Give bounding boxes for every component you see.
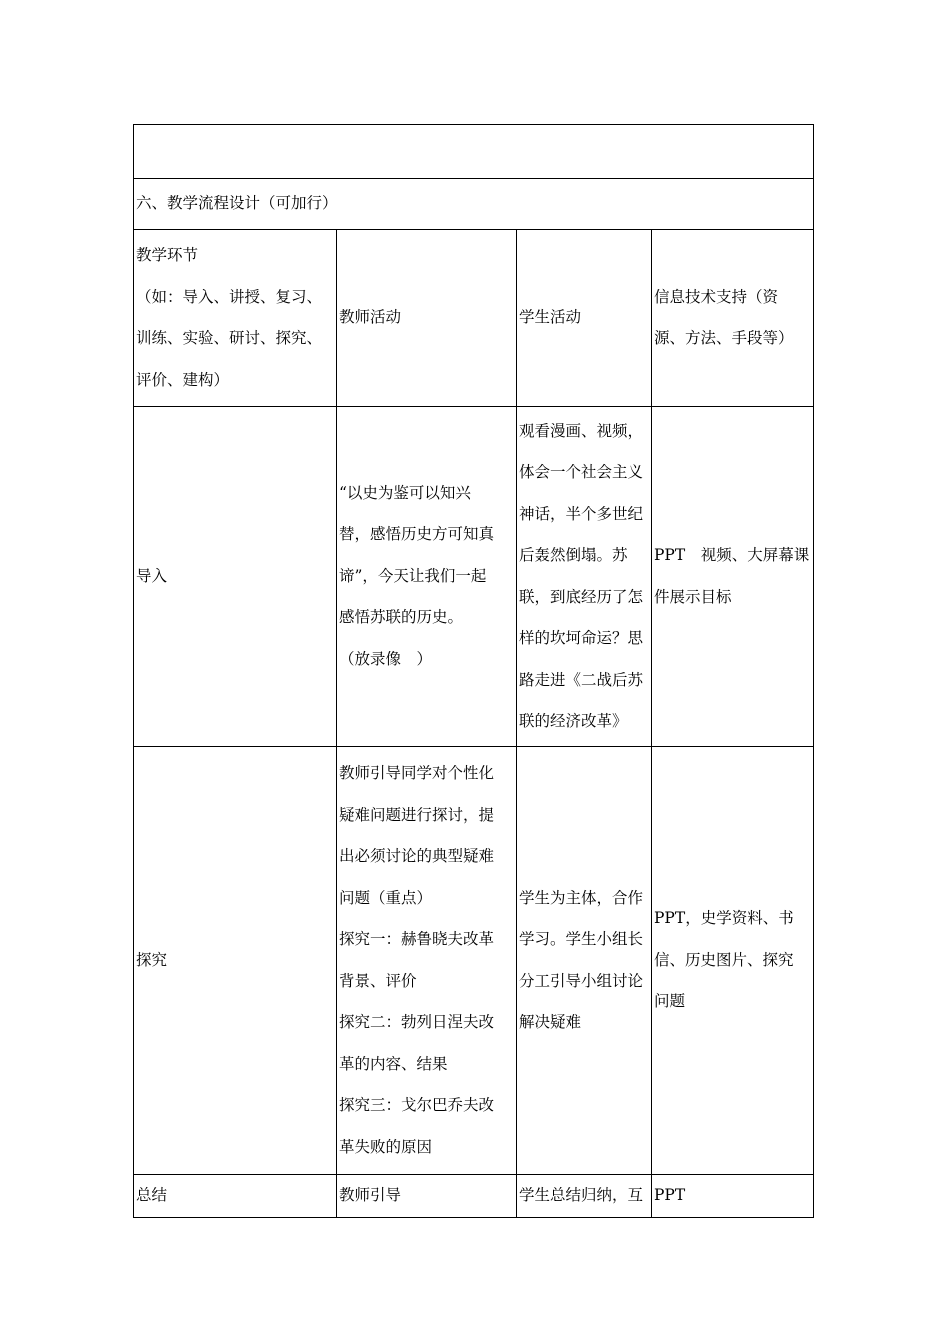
section-title: 六、教学流程设计（可加行） bbox=[134, 179, 814, 230]
student-line: 联，到底经历了怎 bbox=[519, 587, 644, 606]
header-stage bbox=[134, 230, 337, 407]
teacher-line: 出必须讨论的典型疑难 bbox=[339, 847, 495, 865]
table-row bbox=[134, 407, 814, 747]
teacher-line: 问题（重点） bbox=[339, 888, 433, 907]
lesson-flow-table bbox=[133, 124, 814, 1218]
teacher-line: 教师引导同学对个性化 bbox=[339, 764, 495, 782]
header-stage-line: 训练、实验、研讨、探究、 bbox=[136, 329, 323, 347]
student-line: 样的坎坷命运？思 bbox=[519, 629, 644, 647]
teacher-line: （放录像 ） bbox=[339, 649, 433, 668]
student-line: 解决疑难 bbox=[519, 1013, 582, 1031]
teacher-cell bbox=[337, 407, 517, 747]
tech-line: PPT bbox=[654, 1186, 686, 1204]
header-student: 学生活动 bbox=[517, 230, 652, 407]
student-cell bbox=[517, 1175, 652, 1218]
table-row bbox=[134, 1175, 814, 1218]
tech-line: PPT，史学资料、书 bbox=[654, 909, 794, 928]
table-row bbox=[134, 747, 814, 1175]
student-line: 路走进《二战后苏 bbox=[519, 670, 644, 689]
teacher-line: 教师引导 bbox=[339, 1186, 402, 1204]
student-line: 学生为主体，合作 bbox=[519, 888, 644, 907]
teacher-cell bbox=[337, 747, 517, 1175]
student-line: 观看漫画、视频， bbox=[519, 421, 644, 440]
teacher-line: 疑难问题进行探讨，提 bbox=[339, 805, 495, 824]
student-line: 分工引导小组讨论 bbox=[519, 971, 644, 990]
tech-cell bbox=[652, 1175, 814, 1218]
stage-cell: 探究 bbox=[134, 747, 337, 1175]
student-cell bbox=[517, 747, 652, 1175]
teacher-line: 探究三：戈尔巴乔夫改 bbox=[339, 1096, 495, 1114]
teacher-line: 谛”，今天让我们一起 bbox=[339, 566, 487, 585]
teacher-line: 革失败的原因 bbox=[339, 1137, 433, 1156]
student-line: 学习。学生小组长 bbox=[519, 930, 644, 948]
tech-line: 件展示目标 bbox=[654, 587, 732, 606]
tech-line: 问题 bbox=[654, 992, 686, 1011]
teacher-line: 革的内容、结果 bbox=[339, 1054, 448, 1073]
student-line: 学生总结归纳，互 bbox=[519, 1186, 644, 1204]
stage-cell: 导入 bbox=[134, 407, 337, 747]
section-title-row bbox=[134, 179, 814, 230]
header-stage-line: （如：导入、讲授、复习、 bbox=[136, 287, 323, 306]
teacher-cell bbox=[337, 1175, 517, 1218]
student-line: 神话，半个多世纪 bbox=[519, 504, 644, 523]
table-header-row bbox=[134, 230, 814, 407]
teacher-line: 背景、评价 bbox=[339, 971, 417, 990]
stage-cell: 总结 bbox=[134, 1175, 337, 1218]
tech-cell bbox=[652, 747, 814, 1175]
blank-cell bbox=[134, 125, 814, 179]
tech-line: 信、历史图片、探究 bbox=[654, 950, 794, 969]
teacher-line: 探究二：勃列日涅夫改 bbox=[339, 1013, 495, 1031]
teacher-line: 感悟苏联的历史。 bbox=[339, 608, 464, 627]
student-cell bbox=[517, 407, 652, 747]
header-tech-line: 源、方法、手段等） bbox=[654, 329, 794, 347]
tech-line: PPT 视频、大屏幕课 bbox=[654, 546, 810, 564]
blank-row bbox=[134, 125, 814, 179]
student-line: 联的经济改革》 bbox=[519, 712, 628, 730]
header-stage-line: 教学环节 bbox=[136, 246, 199, 264]
header-tech bbox=[652, 230, 814, 407]
tech-cell bbox=[652, 407, 814, 747]
teacher-line: 替，感悟历史方可知真 bbox=[339, 525, 495, 544]
teacher-line: “以史为鉴可以知兴 bbox=[339, 483, 471, 502]
header-teacher: 教师活动 bbox=[337, 230, 517, 407]
teacher-line: 探究一：赫鲁晓夫改革 bbox=[339, 930, 495, 948]
student-line: 体会一个社会主义 bbox=[519, 463, 644, 481]
header-stage-line: 评价、建构） bbox=[136, 370, 230, 389]
header-tech-line: 信息技术支持（资 bbox=[654, 287, 779, 306]
student-line: 后轰然倒塌。苏 bbox=[519, 546, 628, 564]
